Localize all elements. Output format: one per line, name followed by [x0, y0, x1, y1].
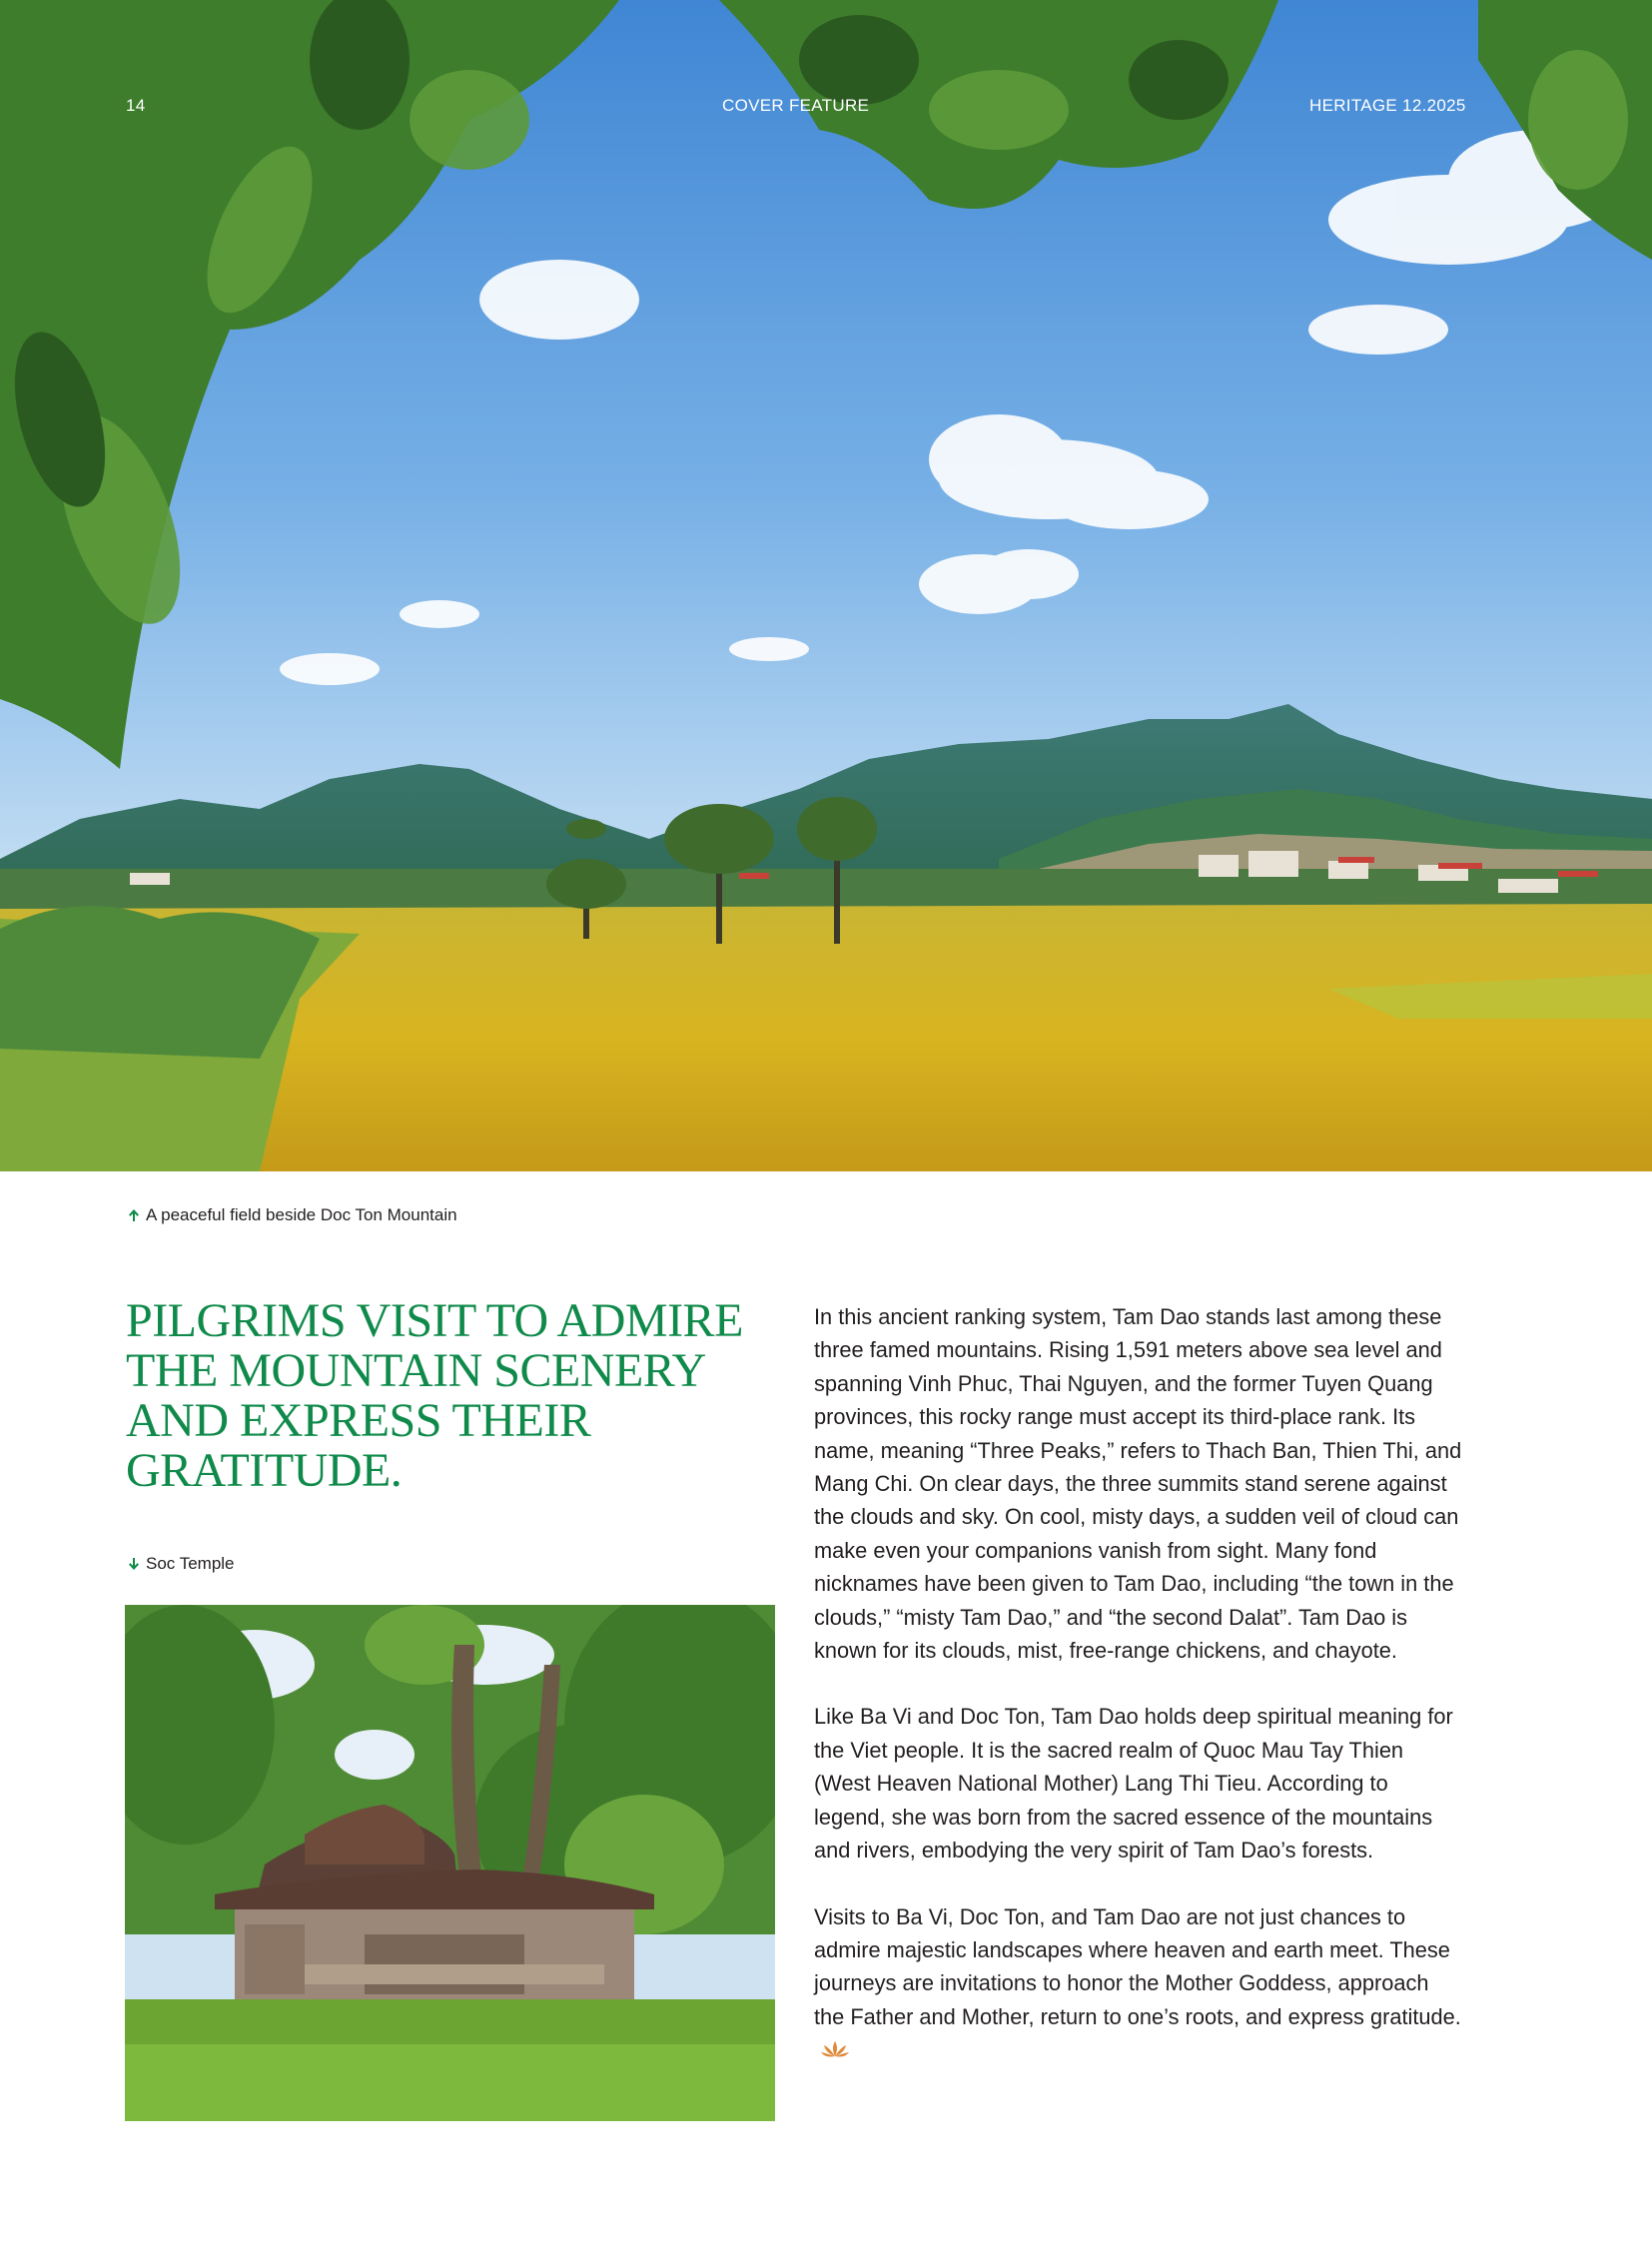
- temple-photo: [125, 1605, 775, 2121]
- article-body: [814, 1300, 1463, 2100]
- page-number: 14: [126, 96, 146, 115]
- body-paragraph-2: Like Ba Vi and Doc Ton, Tam Dao holds deep spiritual meaning for the Viet people. It is the sacred realm of Quoc Mau Tay Thien (West Heaven National Mother) Lang Thi Tieu. According to legend, she was born from the sacred essence of the mountains and rivers, embodying the very spirit of Tam Dao’s forests.: [814, 1704, 1453, 1864]
- pull-quote: PILGRIMS VISIT TO ADMIRE THE MOUNTAIN SCENERY AND EXPRESS THEIR GRATITUDE.: [126, 1294, 743, 1497]
- body-paragraph-3: [814, 1900, 1463, 2067]
- body-paragraph-3-text: Visits to Ba Vi, Doc Ton, and Tam Dao are not just chances to admire majestic landscapes where heaven and earth meet. These journeys are invitations to honor the Mother Goddess, approach the Father and Mother, return to one’s roots, and express gratitude.: [814, 1903, 1461, 2029]
- arrow-down-icon: [126, 1556, 142, 1572]
- lotus-icon: [820, 2039, 850, 2059]
- running-header: [0, 96, 1652, 120]
- temple-caption-text: Soc Temple: [146, 1554, 235, 1573]
- body-paragraph-1: In this ancient ranking system, Tam Dao stands last among these three famed mountains. Rising 1,591 meters above sea level and spanning Vinh Phuc, Thai Nguyen, and the former Tuyen Quang provinces, this rocky range must accept its third-place rank. Its name, meaning “Three Peaks,” refers to Thach Ban, Thien Thi, and Mang Chi. On clear days, the three summits stand serene against the clouds and sky. On cool, misty days, a sudden veil of cloud can make even your companions vanish from sight. Many fond nicknames have been given to Tam Dao, including “the town in the clouds,” “misty Tam Dao,” and “the second Dalat”. Tam Dao is known for its clouds, mist, free-range chickens, and chayote.: [814, 1304, 1462, 1664]
- section-label: COVER FEATURE: [722, 96, 870, 115]
- hero-caption-text: A peaceful field beside Doc Ton Mountain: [146, 1205, 457, 1224]
- arrow-up-icon: [126, 1207, 142, 1223]
- temple-caption: [126, 1554, 235, 1574]
- issue-label: HERITAGE 12.2025: [1309, 96, 1466, 115]
- hero-caption: [126, 1205, 457, 1225]
